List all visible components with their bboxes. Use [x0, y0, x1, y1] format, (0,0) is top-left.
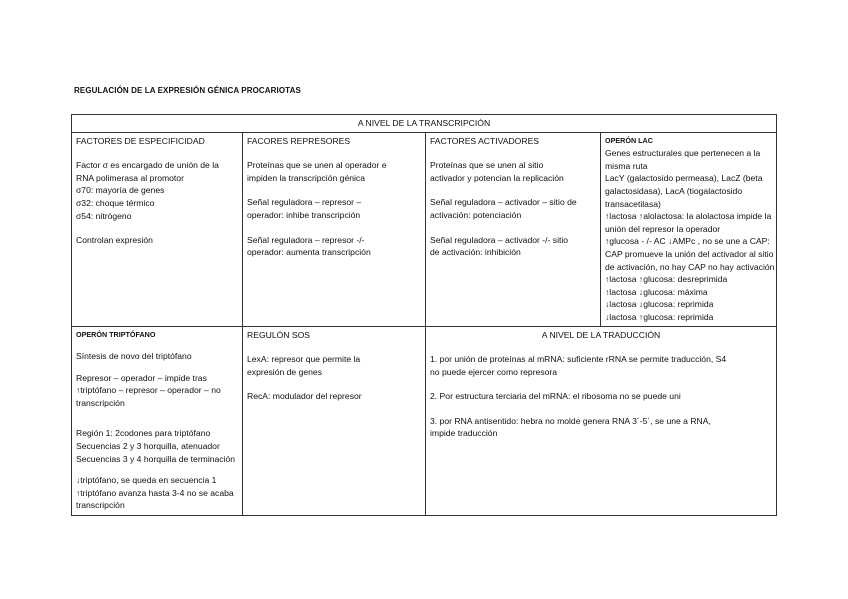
text-line: LexA: represor que permite la: [247, 354, 361, 365]
text-line: Genes estructurales que pertenecen a la: [605, 148, 761, 159]
cell-title: REGULÓN SOS: [247, 329, 311, 340]
text-line: Proteínas que se unen al sitio: [430, 160, 544, 171]
text-line: ↑lactosa ↓glucosa: máxima: [605, 286, 708, 297]
text-line: 2. Por estructura terciaria del mRNA: el ribosoma no se puede uni: [430, 391, 681, 402]
text-line: ↑lactosa ↑alolactosa: la alolactosa impide la: [605, 211, 772, 222]
text-line: 3. por RNA antisentido: hebra no molde genera RNA 3´-5´, se une a RNA,: [430, 415, 711, 426]
sos-regulon-cell: [243, 326, 426, 515]
text-line: activación: potenciación: [430, 209, 522, 220]
table-row: [72, 326, 777, 515]
text-line: ↑glucosa - /- AC ↓AMPc , no se une a CAP:: [605, 236, 770, 247]
repressor-factors-cell: [243, 132, 426, 326]
cell-title: FACTORES ACTIVADORES: [430, 135, 540, 146]
document-title: REGULACIÓN DE LA EXPRESIÓN GÉNICA PROCARIOTAS: [74, 86, 301, 95]
text-line: Señal reguladora – represor –: [247, 197, 362, 208]
text-line: Región 1: 2codones para triptófano: [76, 428, 211, 439]
text-line: RNA polimerasa al promotor: [76, 172, 184, 183]
text-line: 1. por unión de proteínas al mRNA: suficiente rRNA se permite traducción, S4: [430, 354, 727, 365]
table-header-row: [72, 115, 777, 133]
text-line: activador y potencian la replicación: [430, 172, 564, 183]
translation-cell: [426, 326, 777, 515]
cell-title: OPERÓN LAC: [605, 135, 653, 145]
text-line: ↑triptófano avanza hasta 3-4 no se acaba: [76, 487, 234, 498]
text-line: transcripción: [76, 397, 125, 408]
transcription-header: A NIVEL DE LA TRANSCRIPCIÓN: [72, 115, 777, 133]
text-line: no puede ejercer como represora: [430, 366, 558, 377]
text-line: Síntesis de novo del triptófano: [76, 351, 192, 362]
text-line: Represor – operador – impide tras: [76, 372, 207, 383]
table-row: [72, 132, 777, 326]
cell-title: A NIVEL DE LA TRADUCCIÓN: [541, 329, 661, 340]
text-line: Secuencias 2 y 3 horquilla, atenuador: [76, 441, 220, 452]
text-line: galactosidasa), LacA (tiogalactosido: [605, 185, 743, 196]
text-line: operador: inhibe transcripción: [247, 209, 361, 220]
text-line: σ70: mayoría de genes: [76, 185, 165, 196]
text-line: ↑lactosa ↑glucosa: desreprimida: [605, 274, 728, 285]
text-line: impide traducción: [430, 428, 498, 439]
activator-factors-cell: [426, 132, 601, 326]
text-line: ↑triptófano – represor – operador – no: [76, 385, 221, 396]
text-line: de activación, no hay CAP no hay activación: [605, 261, 775, 272]
text-line: Controlan expresión: [76, 235, 153, 246]
text-line: impiden la transcripción génica: [247, 172, 365, 183]
text-line: RecA: modulador del represor: [247, 391, 362, 402]
text-line: Señal reguladora – activador -/- sitio: [430, 234, 569, 245]
text-line: Secuencias 3 y 4 horquilla de terminación: [76, 453, 236, 464]
text-line: σ54: nitrógeno: [76, 210, 132, 221]
text-line: ↓triptófano, se queda en secuencia 1: [76, 475, 217, 486]
cell-title: OPERÓN TRIPTÓFANO: [76, 329, 156, 339]
text-line: Señal reguladora – represor -/-: [247, 234, 365, 245]
text-line: Señal reguladora – activador – sitio de: [430, 197, 577, 208]
text-line: unión del represor la operador: [605, 223, 721, 234]
cell-title: FACORES REPRESORES: [247, 135, 351, 146]
specificity-factors-cell: [72, 132, 243, 326]
lac-operon-cell: [601, 132, 777, 326]
text-line: CAP promueve la unión del activador al sitio: [605, 248, 774, 259]
text-line: Proteínas que se unen al operador e: [247, 160, 387, 171]
cell-title: FACTORES DE ESPECIFICIDAD: [76, 135, 205, 146]
text-line: misma ruta: [605, 160, 648, 171]
text-line: de activación: inhibición: [430, 247, 521, 258]
text-line: ↓lactosa ↓glucosa: reprimida: [605, 299, 714, 310]
text-line: Factor σ es encargado de unión de la: [76, 160, 219, 171]
text-line: operador: aumenta transcripción: [247, 247, 371, 258]
text-line: expresión de genes: [247, 366, 323, 377]
text-line: ↓lactosa ↑glucosa: reprimida: [605, 311, 714, 322]
trp-operon-cell: [72, 326, 243, 515]
text-line: transcripción: [76, 500, 125, 511]
text-line: σ32: choque térmico: [76, 197, 155, 208]
text-line: LacY (galactosido permeasa), LacZ (beta: [605, 173, 763, 184]
regulation-table: [71, 114, 777, 516]
text-line: transacetilasa): [605, 198, 661, 209]
